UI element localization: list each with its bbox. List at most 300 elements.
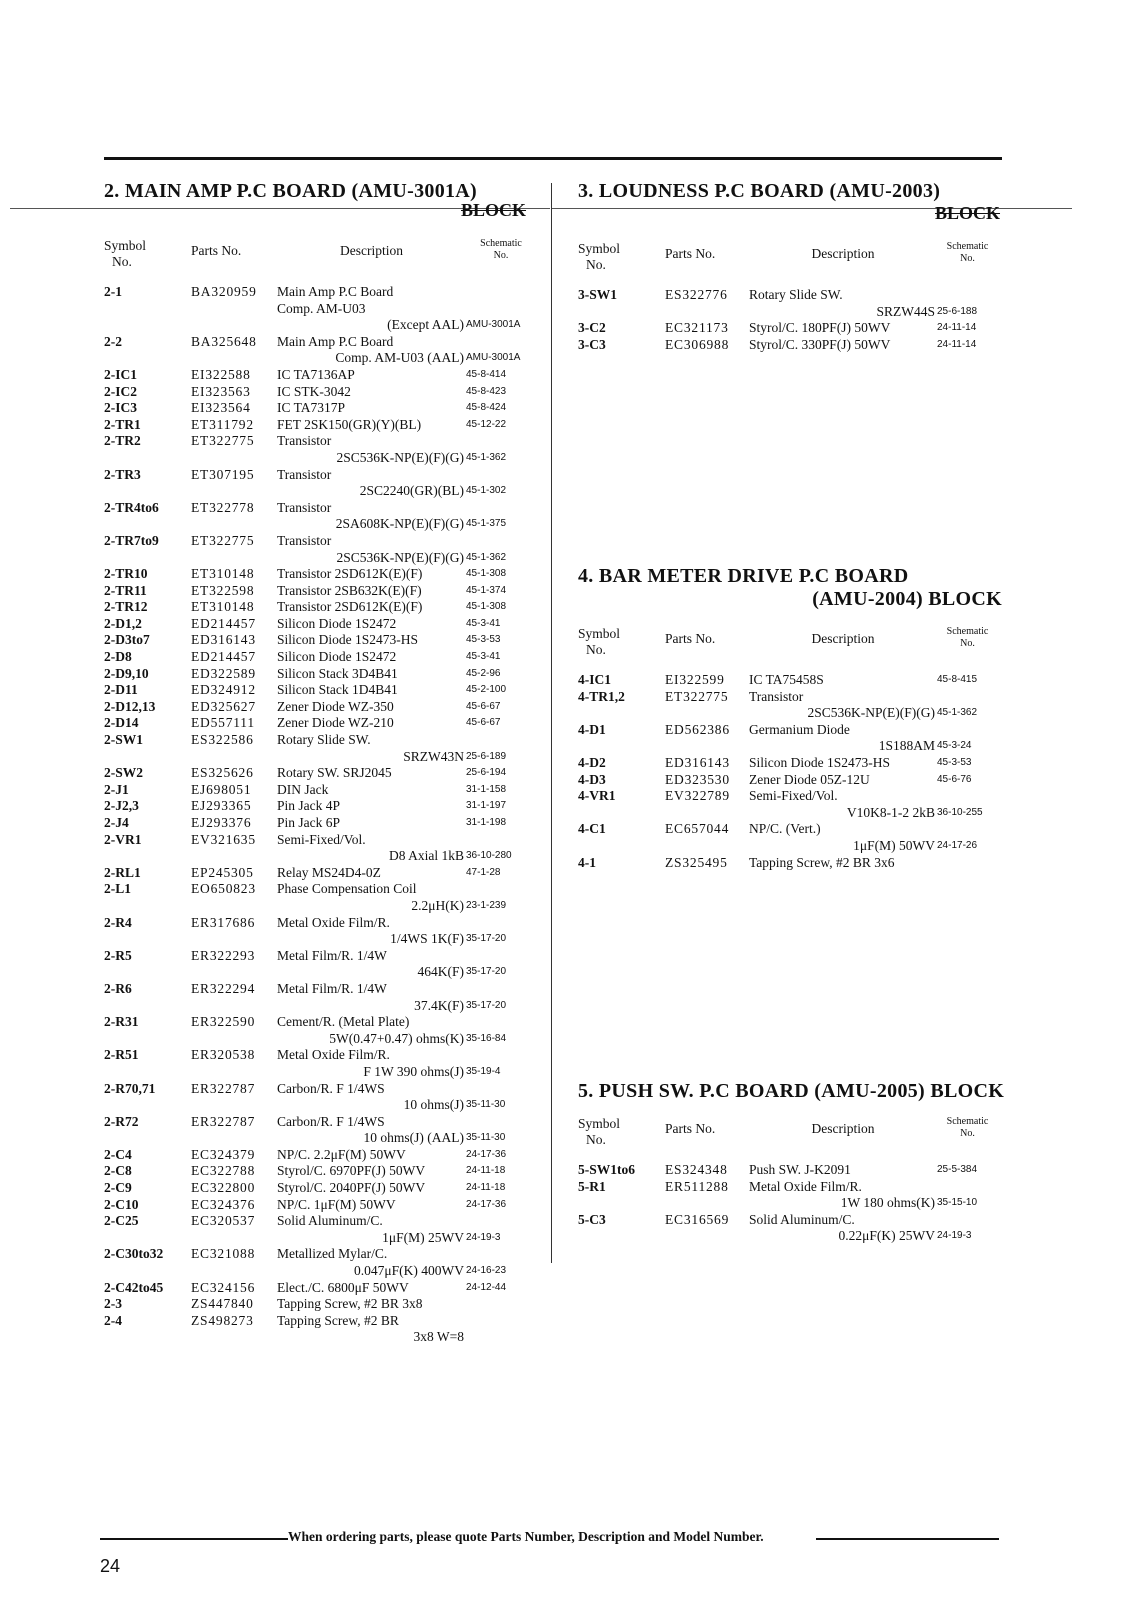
schematic-cell: 24-11-18 bbox=[466, 1165, 506, 1177]
symbol-cell: 2-2 bbox=[104, 333, 122, 349]
part-number-cell: ER322787 bbox=[191, 1080, 256, 1096]
column-header-symbol: Symbol No. bbox=[578, 241, 621, 272]
table-header bbox=[578, 1116, 998, 1162]
description-cell: Elect./C. 6800μF 50WV bbox=[277, 1279, 409, 1295]
symbol-cell: 2-R31 bbox=[104, 1014, 139, 1030]
schematic-cell: 45-1-302 bbox=[466, 485, 507, 497]
section-main-amp bbox=[104, 180, 477, 203]
part-number-cell: ES324348 bbox=[665, 1162, 728, 1177]
schematic-cell: 24-11-14 bbox=[937, 322, 977, 334]
schematic-cell: 35-15-10 bbox=[937, 1197, 978, 1209]
symbol-cell: 2-TR1 bbox=[104, 416, 141, 432]
part-number-cell: ER322787 bbox=[191, 1113, 256, 1129]
table-row bbox=[104, 1313, 536, 1346]
section-push-sw bbox=[578, 1080, 1004, 1103]
description-cell: Metal Film/R. 1/4W 464K(F) bbox=[277, 947, 464, 980]
part-number-cell: ED214457 bbox=[191, 615, 256, 631]
table-row bbox=[578, 672, 998, 689]
part-number-cell: ER511288 bbox=[665, 1178, 729, 1194]
description-cell: IC TA75458S bbox=[749, 672, 824, 687]
description-cell: Transistor 2SD612K(E)(F) bbox=[277, 566, 423, 582]
section-bar-meter bbox=[578, 565, 1002, 611]
schematic-cell: 24-11-18 bbox=[466, 1182, 506, 1194]
schematic-cell: 35-17-20 bbox=[466, 933, 507, 945]
schematic-cell: 45-2-100 bbox=[466, 684, 507, 696]
symbol-cell: 2-SW2 bbox=[104, 765, 144, 781]
part-number-cell: ET310148 bbox=[191, 599, 255, 615]
description-cell: Silicon Diode 1S2473-HS bbox=[277, 632, 419, 648]
table-row bbox=[104, 583, 536, 600]
schematic-cell: 45-12-22 bbox=[466, 418, 507, 430]
schematic-cell: 25-6-189 bbox=[466, 750, 507, 762]
symbol-cell: 2-TR10 bbox=[104, 566, 148, 582]
description-cell: Rotary Slide SW. SRZW44S bbox=[749, 287, 935, 319]
description-cell: IC TA7317P bbox=[277, 400, 346, 416]
part-number-cell: EO650823 bbox=[191, 881, 256, 897]
symbol-cell: 2-J1 bbox=[104, 781, 129, 797]
description-cell: Metallized Mylar/C. 0.047μF(K) 400WV bbox=[277, 1246, 464, 1279]
table-row bbox=[578, 320, 998, 337]
footer-rule-left bbox=[100, 1538, 288, 1540]
symbol-cell: 2-R4 bbox=[104, 914, 132, 930]
parts-table-bar-meter bbox=[578, 626, 998, 871]
table-header bbox=[104, 238, 536, 284]
schematic-cell: 45-3-53 bbox=[466, 634, 501, 646]
part-number-cell: EC322800 bbox=[191, 1180, 256, 1196]
part-number-cell: EJ293376 bbox=[191, 815, 252, 830]
table-row bbox=[104, 732, 536, 765]
schematic-cell: 24-17-36 bbox=[466, 1148, 507, 1160]
description-cell: Transistor 2SC536K-NP(E)(F)(G) bbox=[277, 532, 464, 565]
description-cell: Push SW. J-K2091 bbox=[749, 1162, 851, 1177]
symbol-cell: 3-C3 bbox=[578, 336, 606, 352]
table-row bbox=[578, 1162, 998, 1179]
column-header-sch: Schematic No. bbox=[946, 241, 989, 264]
description-cell: FET 2SK150(GR)(Y)(BL) bbox=[277, 416, 422, 432]
part-number-cell: ET310148 bbox=[191, 566, 255, 582]
table-row bbox=[578, 722, 998, 755]
symbol-cell: 2-TR4to6 bbox=[104, 499, 159, 515]
schematic-cell: 45-1-308 bbox=[466, 601, 507, 613]
description-cell: Tapping Screw, #2 BR 3x8 W=8 bbox=[277, 1312, 464, 1345]
table-row bbox=[104, 699, 536, 716]
symbol-cell: 2-3 bbox=[104, 1296, 122, 1312]
description-cell: Transistor 2SC536K-NP(E)(F)(G) bbox=[277, 433, 464, 465]
column-header-parts: Parts No. bbox=[665, 631, 716, 646]
schematic-cell: 45-6-67 bbox=[466, 700, 501, 712]
part-number-cell: EC324379 bbox=[191, 1146, 256, 1162]
column-header-symbol: Symbol No. bbox=[578, 1116, 621, 1147]
table-row bbox=[104, 1197, 536, 1214]
symbol-cell: 2-C25 bbox=[104, 1213, 139, 1229]
schematic-cell: 35-11-30 bbox=[466, 1099, 506, 1111]
symbol-cell: 4-VR1 bbox=[578, 788, 616, 804]
schematic-cell: 35-11-30 bbox=[466, 1132, 506, 1144]
table-row bbox=[104, 1081, 536, 1114]
table-row bbox=[104, 815, 536, 832]
table-row bbox=[104, 1246, 536, 1279]
part-number-cell: ES322586 bbox=[191, 732, 254, 748]
section-title: 4. BAR METER DRIVE P.C BOARD bbox=[578, 565, 909, 587]
schematic-cell: 45-1-375 bbox=[466, 518, 507, 530]
part-number-cell: ET322775 bbox=[191, 532, 255, 548]
symbol-cell: 4-D3 bbox=[578, 771, 606, 787]
table-header bbox=[578, 626, 998, 672]
symbol-cell: 2-IC3 bbox=[104, 400, 137, 416]
description-cell: IC TA7136AP bbox=[277, 366, 355, 382]
description-cell: Main Amp P.C Board Comp. AM-U03 (AAL) bbox=[277, 333, 464, 366]
column-header-desc: Description bbox=[340, 243, 403, 258]
symbol-cell: 4-TR1,2 bbox=[578, 688, 625, 704]
symbol-cell: 2-TR3 bbox=[104, 466, 141, 482]
table-row bbox=[104, 1047, 536, 1080]
part-number-cell: EI322588 bbox=[191, 366, 251, 382]
part-number-cell: ED562386 bbox=[665, 721, 730, 737]
table-row bbox=[578, 821, 998, 854]
schematic-cell: 45-8-414 bbox=[466, 368, 507, 380]
symbol-cell: 2-J4 bbox=[104, 815, 129, 830]
description-cell: Rotary Slide SW. SRZW43N bbox=[277, 732, 464, 764]
table-row bbox=[578, 772, 998, 789]
table-row bbox=[104, 666, 536, 683]
description-cell: Zener Diode 05Z-12U bbox=[749, 771, 870, 787]
part-number-cell: ER322293 bbox=[191, 947, 256, 963]
schematic-cell: 45-6-67 bbox=[466, 717, 501, 729]
schematic-cell: 24-19-3 bbox=[937, 1230, 972, 1242]
schematic-cell: 24-17-26 bbox=[937, 839, 978, 851]
page-number: 24 bbox=[100, 1556, 121, 1576]
symbol-cell: 2-D1,2 bbox=[104, 615, 142, 631]
symbol-cell: 2-R70,71 bbox=[104, 1080, 156, 1096]
parts-table-loudness bbox=[578, 241, 998, 353]
table-row bbox=[104, 715, 536, 732]
part-number-cell: ED557111 bbox=[191, 715, 255, 731]
table-row bbox=[104, 533, 536, 566]
part-number-cell: ET322775 bbox=[665, 688, 729, 704]
part-number-cell: ED325627 bbox=[191, 698, 256, 714]
part-number-cell: BA320959 bbox=[191, 284, 257, 299]
symbol-cell: 2-D3to7 bbox=[104, 632, 150, 648]
description-cell: Metal Oxide Film/R. 1W 180 ohms(K) bbox=[749, 1178, 935, 1211]
column-header-sch: Schematic No. bbox=[946, 1116, 989, 1139]
column-header-desc: Description bbox=[811, 631, 875, 646]
table-row bbox=[104, 566, 536, 583]
symbol-cell: 2-D8 bbox=[104, 649, 132, 665]
schematic-cell: 45-1-308 bbox=[466, 568, 507, 580]
symbol-cell: 2-C4 bbox=[104, 1146, 132, 1162]
schematic-cell: 31-1-197 bbox=[466, 800, 507, 812]
schematic-cell: 45-1-362 bbox=[937, 707, 978, 719]
description-cell: Zener Diode WZ-350 bbox=[277, 698, 394, 714]
symbol-cell: 2-C42to45 bbox=[104, 1279, 164, 1295]
column-header-desc: Description bbox=[811, 246, 875, 261]
schematic-cell: 45-3-41 bbox=[466, 617, 501, 629]
schematic-cell: 36-10-280 bbox=[466, 850, 512, 862]
column-header-parts: Parts No. bbox=[191, 243, 242, 258]
part-number-cell: ED214457 bbox=[191, 649, 256, 665]
column-header-parts: Parts No. bbox=[665, 246, 716, 261]
table-row bbox=[578, 1179, 998, 1212]
schematic-cell: 45-8-415 bbox=[937, 674, 978, 685]
description-cell: Semi-Fixed/Vol. V10K8-1-2 2kB bbox=[749, 788, 935, 820]
description-cell: Transistor 2SA608K-NP(E)(F)(G) bbox=[277, 499, 464, 532]
symbol-cell: 2-D14 bbox=[104, 715, 139, 731]
schematic-cell: 24-16-23 bbox=[466, 1265, 507, 1277]
section-title: 5. PUSH SW. P.C BOARD (AMU-2005) BLOCK bbox=[578, 1080, 1005, 1102]
schematic-cell: 35-16-84 bbox=[466, 1032, 507, 1044]
section-loudness bbox=[578, 180, 940, 203]
symbol-cell: 2-RL1 bbox=[104, 864, 141, 880]
part-number-cell: BA325648 bbox=[191, 333, 257, 349]
table-row bbox=[104, 616, 536, 633]
column-header-sch: Schematic No. bbox=[946, 626, 989, 649]
schematic-cell: AMU-3001A bbox=[466, 352, 521, 364]
part-number-cell: EC306988 bbox=[665, 336, 730, 352]
schematic-cell: 25-6-194 bbox=[466, 767, 507, 779]
schematic-cell: 31-1-158 bbox=[466, 783, 507, 795]
footer-rule-right bbox=[816, 1538, 999, 1540]
description-cell: Metal Oxide Film/R. F 1W 390 ohms(J) bbox=[277, 1047, 464, 1079]
schematic-cell: 35-17-20 bbox=[466, 999, 507, 1011]
part-number-cell: ES325626 bbox=[191, 765, 254, 781]
part-number-cell: ED316143 bbox=[665, 754, 730, 770]
schematic-cell: 23-1-239 bbox=[466, 899, 507, 911]
description-cell: DIN Jack bbox=[277, 781, 329, 797]
table-row bbox=[104, 1213, 536, 1246]
section-title: 3. LOUDNESS P.C BOARD (AMU-2003) bbox=[578, 180, 941, 202]
symbol-cell: 4-C1 bbox=[578, 821, 606, 837]
description-cell: Transistor 2SD612K(E)(F) bbox=[277, 599, 423, 615]
table-row bbox=[104, 881, 536, 914]
part-number-cell: ED322589 bbox=[191, 665, 256, 681]
symbol-cell: 4-D1 bbox=[578, 721, 606, 737]
symbol-cell: 2-IC2 bbox=[104, 383, 137, 399]
table-row bbox=[104, 284, 536, 334]
schematic-cell: 45-3-53 bbox=[937, 756, 972, 768]
table-row bbox=[578, 755, 998, 772]
part-number-cell: ER322294 bbox=[191, 980, 256, 996]
description-cell: Transistor 2SB632K(E)(F) bbox=[277, 582, 422, 598]
description-cell: Styrol/C. 180PF(J) 50WV bbox=[749, 320, 891, 336]
part-number-cell: EC316569 bbox=[665, 1211, 730, 1227]
table-row bbox=[578, 788, 998, 821]
block-label: BLOCK bbox=[935, 203, 1001, 223]
table-row bbox=[104, 417, 536, 434]
description-cell: Silicon Stack 1D4B41 bbox=[277, 682, 398, 698]
symbol-cell: 4-IC1 bbox=[578, 672, 611, 687]
description-cell: NP/C. 1μF(M) 50WV bbox=[277, 1196, 396, 1212]
description-cell: Relay MS24D4-0Z bbox=[277, 864, 381, 880]
description-cell: Phase Compensation Coil 2.2μH(K) bbox=[277, 881, 464, 913]
part-number-cell: EI322599 bbox=[665, 672, 725, 687]
schematic-cell: 45-1-374 bbox=[466, 584, 507, 596]
symbol-cell: 2-D12,13 bbox=[104, 698, 156, 714]
schematic-cell: 45-1-362 bbox=[466, 451, 507, 463]
description-cell: Metal Film/R. 1/4W 37.4K(F) bbox=[277, 980, 464, 1013]
table-row bbox=[578, 855, 998, 872]
part-number-cell: EV321635 bbox=[191, 831, 256, 847]
parts-table-main-amp bbox=[104, 238, 536, 1346]
schematic-cell: 47-1-28 bbox=[466, 866, 501, 878]
part-number-cell: EJ698051 bbox=[191, 781, 252, 797]
description-cell: IC STK-3042 bbox=[277, 383, 351, 399]
description-cell: Silicon Diode 1S2472 bbox=[277, 615, 397, 631]
table-row bbox=[104, 400, 536, 417]
symbol-cell: 2-J2,3 bbox=[104, 798, 139, 814]
symbol-cell: 2-1 bbox=[104, 284, 122, 299]
schematic-cell: 24-12-44 bbox=[466, 1281, 507, 1293]
block-label: BLOCK bbox=[461, 200, 527, 220]
description-cell: Transistor 2SC2240(GR)(BL) bbox=[277, 466, 464, 499]
schematic-cell bbox=[937, 855, 998, 872]
part-number-cell: EC321173 bbox=[665, 320, 729, 336]
part-number-cell: EC322788 bbox=[191, 1163, 256, 1179]
parts-table-push-sw bbox=[578, 1116, 998, 1245]
part-number-cell: ET322775 bbox=[191, 433, 255, 449]
table-row bbox=[104, 832, 536, 865]
description-cell: Tapping Screw, #2 BR 3x6 bbox=[749, 854, 895, 870]
schematic-cell: 25-5-384 bbox=[937, 1164, 978, 1175]
table-row bbox=[104, 433, 536, 466]
table-row bbox=[578, 337, 998, 354]
part-number-cell: ZS498273 bbox=[191, 1312, 254, 1328]
column-header-parts: Parts No. bbox=[665, 1121, 716, 1136]
table-row bbox=[104, 782, 536, 799]
table-row bbox=[104, 1014, 536, 1047]
part-number-cell: EI323563 bbox=[191, 383, 251, 399]
description-cell: Metal Oxide Film/R. 1/4WS 1K(F) bbox=[277, 914, 464, 947]
footer-note: When ordering parts, please quote Parts Number, Description and Model Number. bbox=[288, 1529, 764, 1544]
part-number-cell: ES322776 bbox=[665, 287, 728, 302]
table-row bbox=[104, 467, 536, 500]
column-header-sch: Schematic No. bbox=[480, 238, 522, 261]
table-row bbox=[104, 1147, 536, 1164]
symbol-cell: 2-TR11 bbox=[104, 582, 147, 598]
schematic-cell: 45-2-96 bbox=[466, 667, 501, 679]
symbol-cell: 2-D11 bbox=[104, 682, 138, 698]
symbol-cell: 2-IC1 bbox=[104, 366, 137, 382]
table-row bbox=[104, 1114, 536, 1147]
table-row bbox=[104, 682, 536, 699]
symbol-cell: 5-SW1to6 bbox=[578, 1162, 635, 1177]
column-header-desc: Description bbox=[811, 1121, 875, 1136]
symbol-cell: 2-R6 bbox=[104, 980, 132, 996]
description-cell: Carbon/R. F 1/4WS 10 ohms(J) bbox=[277, 1080, 464, 1113]
part-number-cell: EC320537 bbox=[191, 1213, 256, 1229]
column-header-symbol: Symbol No. bbox=[578, 626, 621, 657]
symbol-cell: 2-C10 bbox=[104, 1196, 139, 1212]
symbol-cell: 2-R72 bbox=[104, 1113, 139, 1129]
symbol-cell: 2-TR7to9 bbox=[104, 532, 159, 548]
table-row bbox=[578, 689, 998, 722]
table-row bbox=[578, 287, 998, 320]
description-cell: Pin Jack 4P bbox=[277, 798, 341, 814]
table-row bbox=[104, 500, 536, 533]
table-row bbox=[104, 765, 536, 782]
part-number-cell: ZS325495 bbox=[665, 854, 728, 870]
part-number-cell: EC324156 bbox=[191, 1279, 256, 1295]
symbol-cell: 2-D9,10 bbox=[104, 665, 149, 681]
table-row bbox=[104, 915, 536, 948]
table-row bbox=[104, 798, 536, 815]
schematic-cell: 45-8-424 bbox=[466, 402, 507, 414]
symbol-cell: 2-L1 bbox=[104, 881, 131, 897]
description-cell: Main Amp P.C Board Comp. AM-U03 (Except AAL) bbox=[277, 284, 464, 333]
part-number-cell: ET322598 bbox=[191, 582, 255, 598]
description-cell: Solid Aluminum/C. 1μF(M) 25WV bbox=[277, 1213, 464, 1245]
table-row bbox=[104, 599, 536, 616]
description-cell: Transistor 2SC536K-NP(E)(F)(G) bbox=[749, 688, 935, 721]
part-number-cell: EC324376 bbox=[191, 1196, 256, 1212]
symbol-cell: 2-TR12 bbox=[104, 599, 148, 615]
table-row bbox=[104, 384, 536, 401]
description-cell: Solid Aluminum/C. 0.22μF(K) 25WV bbox=[749, 1211, 935, 1244]
schematic-cell: 45-3-41 bbox=[466, 651, 501, 663]
symbol-cell: 2-C9 bbox=[104, 1180, 132, 1196]
table-row bbox=[104, 865, 536, 882]
schematic-cell: AMU-3001A bbox=[466, 319, 521, 331]
part-number-cell: ED316143 bbox=[191, 632, 256, 648]
schematic-cell bbox=[466, 1296, 536, 1313]
column-divider bbox=[551, 183, 552, 1263]
description-cell: NP/C. 2.2μF(M) 50WV bbox=[277, 1146, 406, 1162]
description-cell: Zener Diode WZ-210 bbox=[277, 715, 394, 731]
schematic-cell: 35-19-4 bbox=[466, 1065, 501, 1077]
description-cell: Pin Jack 6P bbox=[277, 815, 341, 830]
description-cell: Cement/R. (Metal Plate) 5W(0.47+0.47) ohms(K) bbox=[277, 1014, 464, 1046]
symbol-cell: 5-C3 bbox=[578, 1211, 606, 1227]
schematic-cell: 45-6-76 bbox=[937, 773, 972, 785]
schematic-cell: 45-3-24 bbox=[937, 740, 972, 752]
schematic-cell bbox=[466, 1313, 536, 1346]
part-number-cell: EC657044 bbox=[665, 821, 730, 837]
schematic-cell: 36-10-255 bbox=[937, 806, 983, 818]
description-cell: Semi-Fixed/Vol. D8 Axial 1kB bbox=[277, 831, 464, 864]
part-number-cell: EP245305 bbox=[191, 864, 254, 880]
table-row bbox=[104, 1280, 536, 1297]
part-number-cell: EV322789 bbox=[665, 788, 730, 804]
schematic-cell: 24-17-36 bbox=[466, 1198, 507, 1210]
table-row bbox=[104, 649, 536, 666]
part-number-cell: ET311792 bbox=[191, 416, 254, 432]
description-cell: Germanium Diode 1S188AM bbox=[749, 721, 935, 754]
part-number-cell: EJ293365 bbox=[191, 798, 252, 814]
part-number-cell: ED323530 bbox=[665, 771, 730, 787]
part-number-cell: EI323564 bbox=[191, 400, 251, 416]
table-row bbox=[104, 1180, 536, 1197]
part-number-cell: ER322590 bbox=[191, 1014, 256, 1030]
symbol-cell: 2-R51 bbox=[104, 1047, 139, 1063]
symbol-cell: 3-C2 bbox=[578, 320, 606, 336]
description-cell: NP/C. (Vert.) 1μF(M) 50WV bbox=[749, 821, 935, 853]
part-number-cell: ED324912 bbox=[191, 682, 256, 698]
symbol-cell: 2-R5 bbox=[104, 947, 132, 963]
schematic-cell: 45-1-362 bbox=[466, 551, 507, 563]
part-number-cell: ET307195 bbox=[191, 466, 255, 482]
table-header bbox=[578, 241, 998, 287]
description-cell: Styrol/C. 2040PF(J) 50WV bbox=[277, 1180, 426, 1196]
table-row bbox=[104, 632, 536, 649]
table-row bbox=[104, 981, 536, 1014]
top-rule bbox=[104, 157, 1002, 160]
table-row bbox=[578, 1212, 998, 1245]
part-number-cell: ER317686 bbox=[191, 914, 256, 930]
symbol-cell: 2-TR2 bbox=[104, 433, 141, 449]
description-cell: Silicon Stack 3D4B41 bbox=[277, 665, 398, 681]
description-cell: Silicon Diode 1S2473-HS bbox=[749, 754, 891, 770]
part-number-cell: ER320538 bbox=[191, 1047, 256, 1063]
symbol-cell: 2-4 bbox=[104, 1312, 122, 1328]
